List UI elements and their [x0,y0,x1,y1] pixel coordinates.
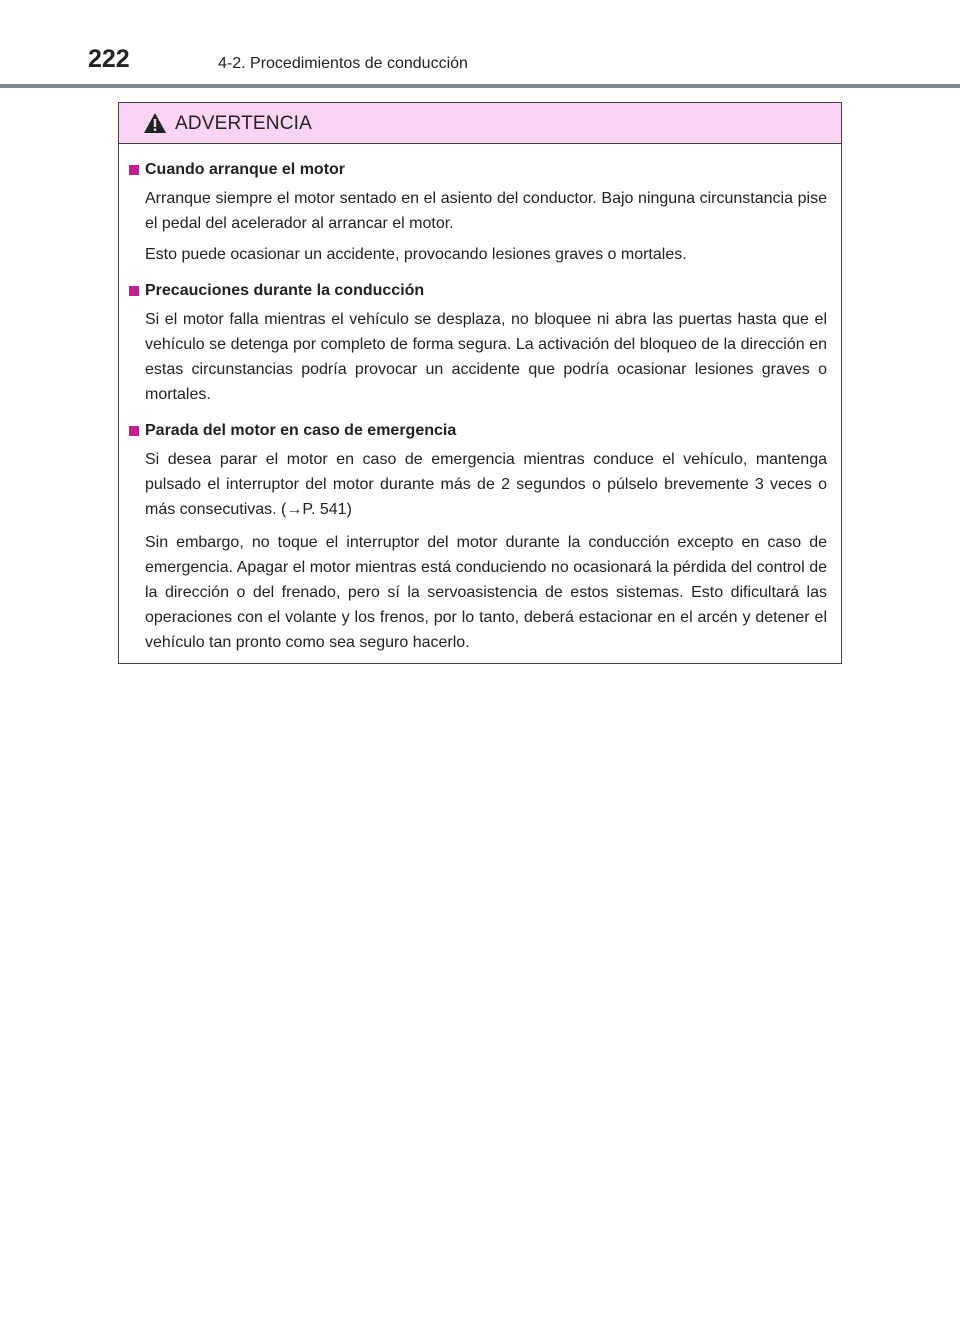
warning-item-driving-precautions [129,281,827,407]
item-paragraph: Esto puede ocasionar un accidente, provocando lesiones graves o mortales. [145,246,687,263]
item-title: Parada del motor en caso de emergencia [145,422,457,439]
square-bullet-icon [129,286,139,296]
warning-body [119,144,841,655]
warning-title: ADVERTENCIA [175,113,312,134]
warning-header [119,103,841,144]
warning-box [118,102,842,664]
item-paragraph: Si desea parar el motor en caso de emergencia mientras conduce el vehículo, mantenga pulsado el interruptor del motor durante más de 2 segundos o púlselo brevemente 3 veces o más consecutivas. (→P. 541) [145,451,827,518]
square-bullet-icon [129,426,139,436]
item-heading [129,421,827,441]
header-rule [0,84,960,88]
section-title: 4-2. Procedimientos de conducción [218,55,468,72]
item-heading [129,281,827,301]
item-paragraph: Si el motor falla mientras el vehículo se desplaza, no bloquee ni abra las puertas hasta que el vehículo se detenga por completo de forma segura. La activación del bloqueo de la dirección en estas circunstancias podría provocar un accidente que podría ocasionar lesiones graves o mortales. [145,311,827,403]
warning-triangle-icon [143,112,167,134]
item-title: Precauciones durante la conducción [145,282,425,299]
item-heading [129,160,827,180]
page-number: 222 [88,45,130,73]
warning-item-start-engine [129,160,827,267]
item-paragraph: Sin embargo, no toque el interruptor del motor durante la conducción excepto en caso de emergencia. Apagar el motor mientras está conduciendo no ocasionará la pérdida del control de la dirección o del frenado, pero sí la servoasistencia de estos sistemas. Esto dificultará las operaciones con el volante y los frenos, por lo tanto, deberá estacionar en el arcén y detener el vehículo tan pronto como sea seguro hacerlo. [145,534,827,651]
warning-item-emergency-stop [129,421,827,655]
item-paragraph: Arranque siempre el motor sentado en el asiento del conductor. Bajo ninguna circunstancia pise el pedal del acelerador al arrancar el motor. [145,190,827,232]
item-title: Cuando arranque el motor [145,161,346,178]
square-bullet-icon [129,165,139,175]
page-header [0,0,960,90]
